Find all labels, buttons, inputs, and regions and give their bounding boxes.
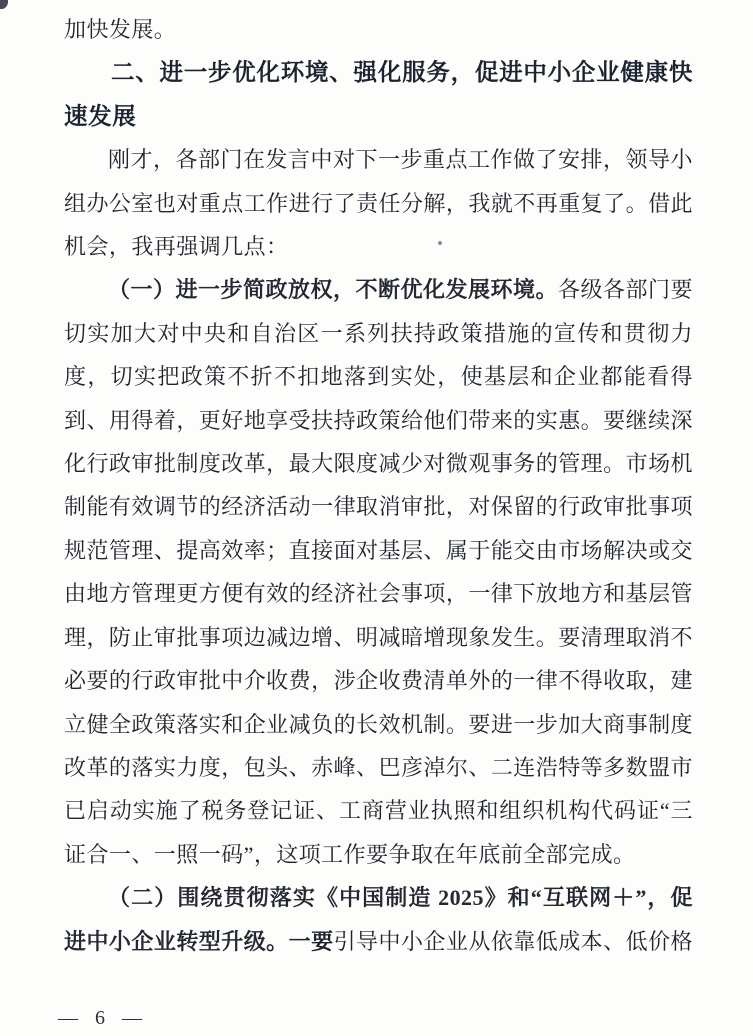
closing-line-previous-paragraph: 加快发展。 — [64, 17, 177, 42]
paragraph-point-two-body: 引导中小企业从依靠低成本、低价格 — [333, 928, 693, 954]
paragraph-point-one-lead: （一）进一步简政放权，不断优化发展环境。 — [108, 277, 559, 303]
paragraph-point-one-body: 各级各部门要切实加大对中央和自治区一系列扶持政策措施的宣传和贯彻力度，切实把政策不折不扣地落到实处，使基层和企业都能看得到、用得着，更好地享受扶持政策给他们带来的实惠。要继续深化行政审批制度改革，最大限度减少对微观事务的管理。市场机制能有效调节的经济活动一律取消审批，对保留的行政审批事项规范管理、提高效率；直接面对基层、属于能交由市场解决或交由地方管理更方便有效的经济社会事项，一律下放地方和基层管理，防止审批事项边减边增、明减暗增现象发生。要清理取消不必要的行政审批中介收费，涉企收费清单外的一律不得收取，建立健全政策落实和企业减负的长效机制。要进一步加大商事制度改革的落实力度，包头、赤峰、巴彦淖尔、二连浩特等多数盟市已启动实施了税务登记证、工商营业执照和组织机构代码证“三证合一、一照一码”，这项工作要争取在年底前全部完成。 — [64, 277, 693, 867]
section-heading-two: 二、进一步优化环境、强化服务，促进中小企业健康快速发展 — [64, 59, 693, 129]
paragraph-point-one — [64, 268, 693, 876]
paragraph-point-two-lead: （二）围绕贯彻落实《中国制造 2025》和“互联网＋”，促进中小企业转型升级。 — [64, 885, 693, 954]
page-content — [64, 8, 693, 963]
page-number: — 6 — — [58, 1007, 148, 1029]
scan-corner-artifact — [0, 0, 8, 9]
paragraph-point-two — [64, 876, 693, 963]
paragraph-point-two-emphasis: 一要 — [288, 928, 334, 954]
intro-paragraph: 刚才，各部门在发言中对下一步重点工作做了安排，领导小组办公室也对重点工作进行了责任分解，我就不再重复了。借此机会，我再强调几点： — [64, 147, 693, 260]
